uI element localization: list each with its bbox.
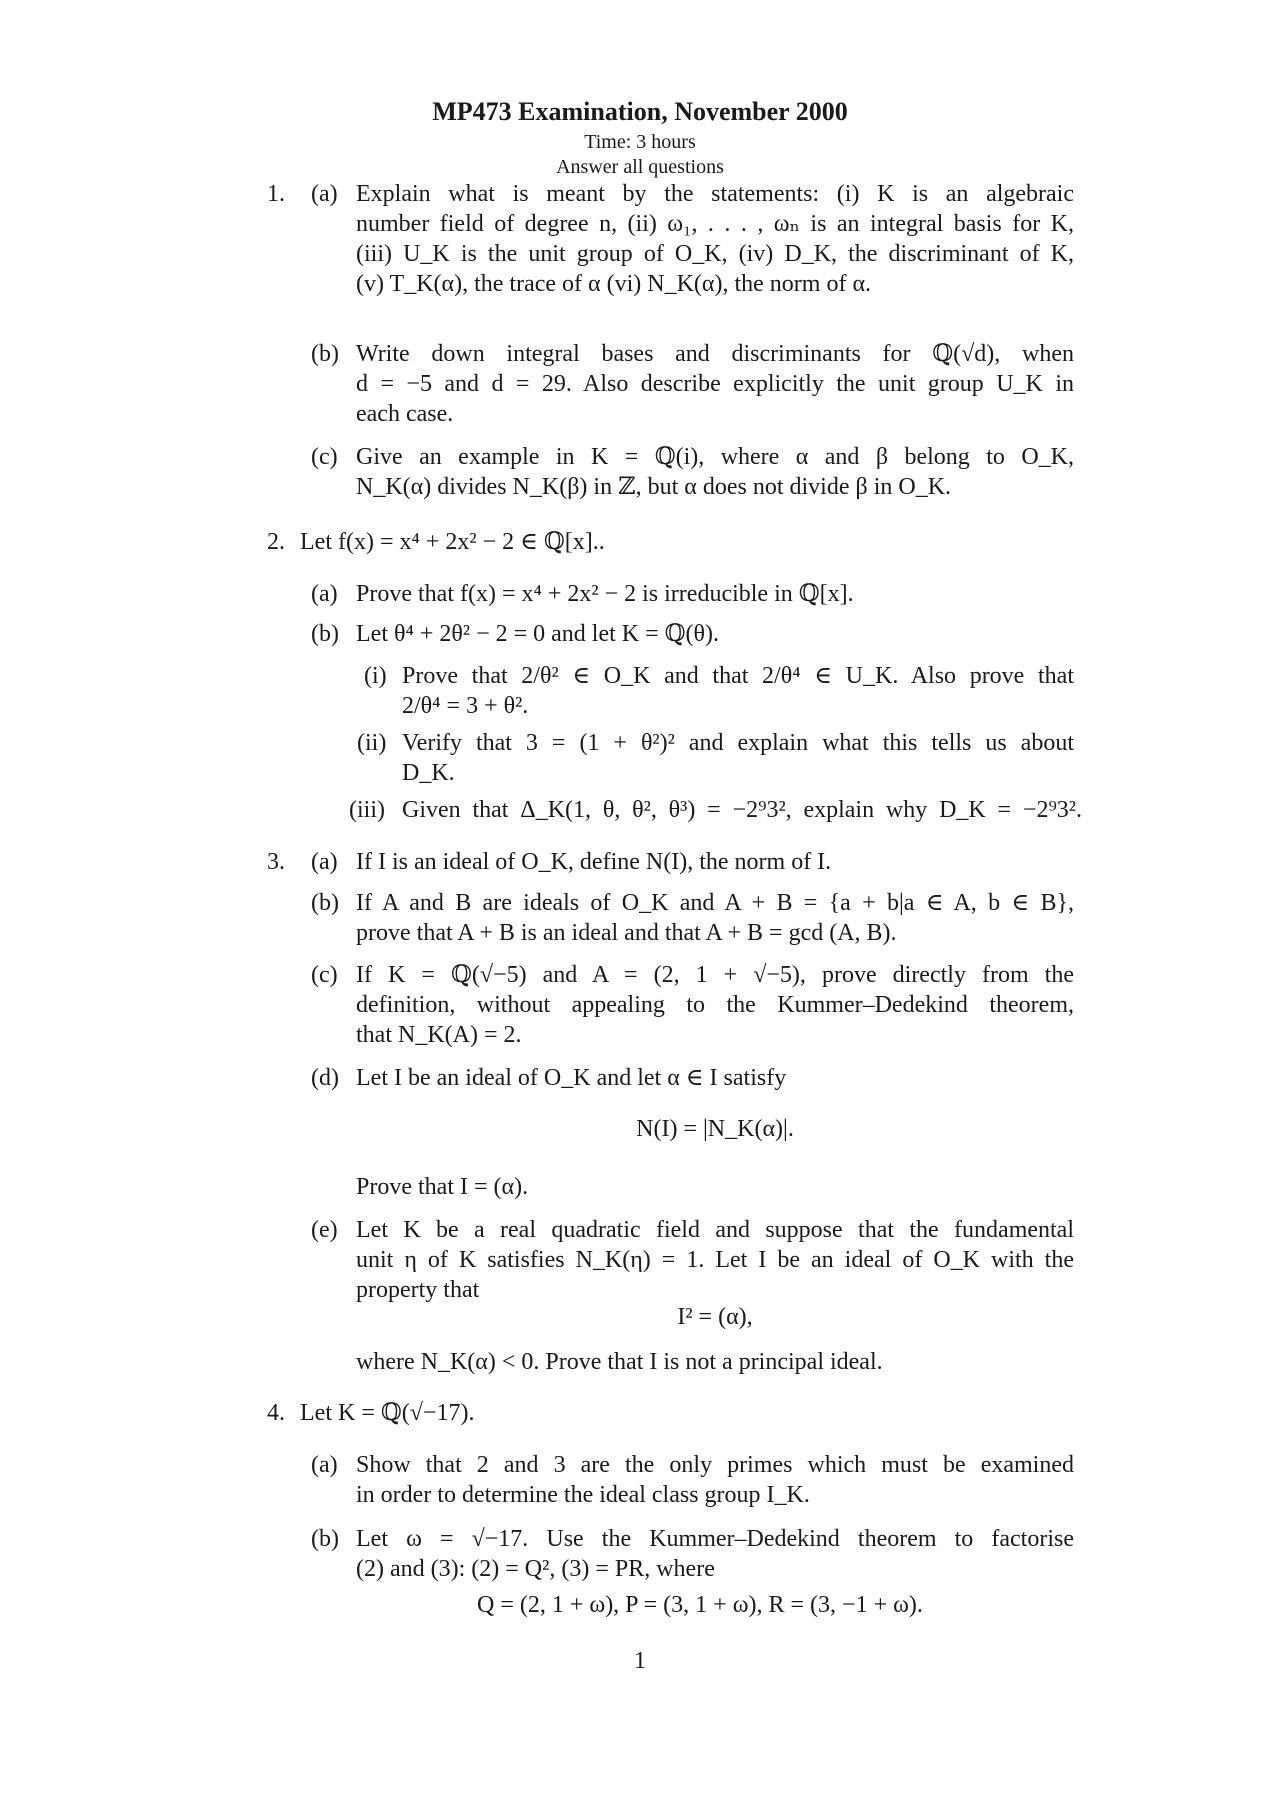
q2biii-label: (iii) [349, 797, 385, 823]
q1b-line-3: each case. [356, 401, 454, 427]
q3d-display-equation: N(I) = |N_K(α)|. [636, 1116, 794, 1142]
q4a-line-2: in order to determine the ideal class group I_K. [356, 1482, 810, 1508]
q2biii-line-1: Given that Δ_K(1, θ, θ², θ³) = −2⁹3², explain why D_K = −2⁹3². [402, 797, 1082, 823]
q3c-line-3: that N_K(A) = 2. [356, 1022, 522, 1048]
q2a-line-1: Prove that f(x) = x⁴ + 2x² − 2 is irreducible in ℚ[x]. [356, 581, 854, 607]
q2b-line-1: Let θ⁴ + 2θ² − 2 = 0 and let K = ℚ(θ). [356, 621, 720, 647]
q3e-after: where N_K(α) < 0. Prove that I is not a principal ideal. [356, 1349, 883, 1375]
q3c-line-1: If K = ℚ(√−5) and A = (2, 1 + √−5), prove directly from the [356, 962, 1074, 988]
q3b-line-2: prove that A + B is an ideal and that A + B = gcd (A, B). [356, 920, 897, 946]
q3e-line-3: property that [356, 1277, 480, 1303]
question-1-number: 1. [267, 181, 285, 207]
q3a-label: (a) [311, 849, 338, 875]
exam-time: Time: 3 hours [584, 131, 696, 153]
question-3-number: 3. [267, 849, 285, 875]
q2bi-line-2: 2/θ⁴ = 3 + θ². [402, 693, 529, 719]
q4b-line-1: Let ω = √−17. Use the Kummer–Dedekind theorem to factorise [356, 1526, 1074, 1552]
q1b-line-2: d = −5 and d = 29. Also describe explicitly the unit group U_K in [356, 371, 1074, 397]
q2a-label: (a) [311, 581, 338, 607]
q4b-display-equation: Q = (2, 1 + ω), P = (3, 1 + ω), R = (3, −1 + ω). [477, 1592, 923, 1618]
q2bii-label: (ii) [357, 730, 387, 756]
q1c-label: (c) [311, 444, 338, 470]
q1a-line-3: (iii) U_K is the unit group of O_K, (iv) D_K, the discriminant of K, [356, 241, 1074, 267]
q3b-line-1: If A and B are ideals of O_K and A + B = {a + b|a ∈ A, b ∈ B}, [356, 890, 1074, 916]
q1a-line-2: number field of degree n, (ii) ω₁, . . . , ωₙ is an integral basis for K, [356, 211, 1074, 237]
exam-instructions: Answer all questions [556, 156, 724, 178]
q1a-line-4: (v) T_K(α), the trace of α (vi) N_K(α), the norm of α. [356, 271, 872, 297]
q1b-line-1: Write down integral bases and discriminants for ℚ(√d), when [356, 341, 1074, 367]
q3d-after: Prove that I = (α). [356, 1174, 529, 1200]
q4b-label: (b) [311, 1526, 339, 1552]
q3e-line-1: Let K be a real quadratic field and suppose that the fundamental [356, 1217, 1074, 1243]
q3b-label: (b) [311, 890, 339, 916]
q3e-display-equation: I² = (α), [677, 1304, 753, 1330]
q2bii-line-1: Verify that 3 = (1 + θ²)² and explain what this tells us about [402, 730, 1074, 756]
q4a-line-1: Show that 2 and 3 are the only primes which must be examined [356, 1452, 1074, 1478]
q3d-label: (d) [311, 1065, 339, 1091]
q2bii-line-2: D_K. [402, 760, 455, 786]
exam-title: MP473 Examination, November 2000 [432, 97, 848, 126]
q3d-line-1: Let I be an ideal of O_K and let α ∈ I satisfy [356, 1065, 787, 1091]
q1a-label: (a) [311, 181, 338, 207]
q3a-line-1: If I is an ideal of O_K, define N(I), the norm of I. [356, 849, 832, 875]
q2bi-line-1: Prove that 2/θ² ∈ O_K and that 2/θ⁴ ∈ U_K. Also prove that [402, 663, 1074, 689]
q3e-label: (e) [311, 1217, 338, 1243]
q2bi-label: (i) [364, 663, 387, 689]
question-4-number: 4. [267, 1400, 285, 1426]
q3c-label: (c) [311, 962, 338, 988]
q3e-line-2: unit η of K satisfies N_K(η) = 1. Let I be an ideal of O_K with the [356, 1247, 1074, 1273]
q3c-line-2: definition, without appealing to the Kummer–Dedekind theorem, [356, 992, 1074, 1018]
q2b-label: (b) [311, 621, 339, 647]
q4a-label: (a) [311, 1452, 338, 1478]
q4-intro: Let K = ℚ(√−17). [300, 1400, 475, 1426]
page-number: 1 [634, 1648, 646, 1674]
q1c-line-1: Give an example in K = ℚ(i), where α and β belong to O_K, [356, 444, 1074, 470]
q2-intro: Let f(x) = x⁴ + 2x² − 2 ∈ ℚ[x].. [300, 529, 605, 555]
q1a-line-1: Explain what is meant by the statements: (i) K is an algebraic [356, 181, 1074, 207]
q1b-label: (b) [311, 341, 339, 367]
q4b-line-2: (2) and (3): (2) = Q², (3) = PR, where [356, 1556, 715, 1582]
q1c-line-2: N_K(α) divides N_K(β) in ℤ, but α does not divide β in O_K. [356, 474, 952, 500]
question-2-number: 2. [267, 529, 285, 555]
